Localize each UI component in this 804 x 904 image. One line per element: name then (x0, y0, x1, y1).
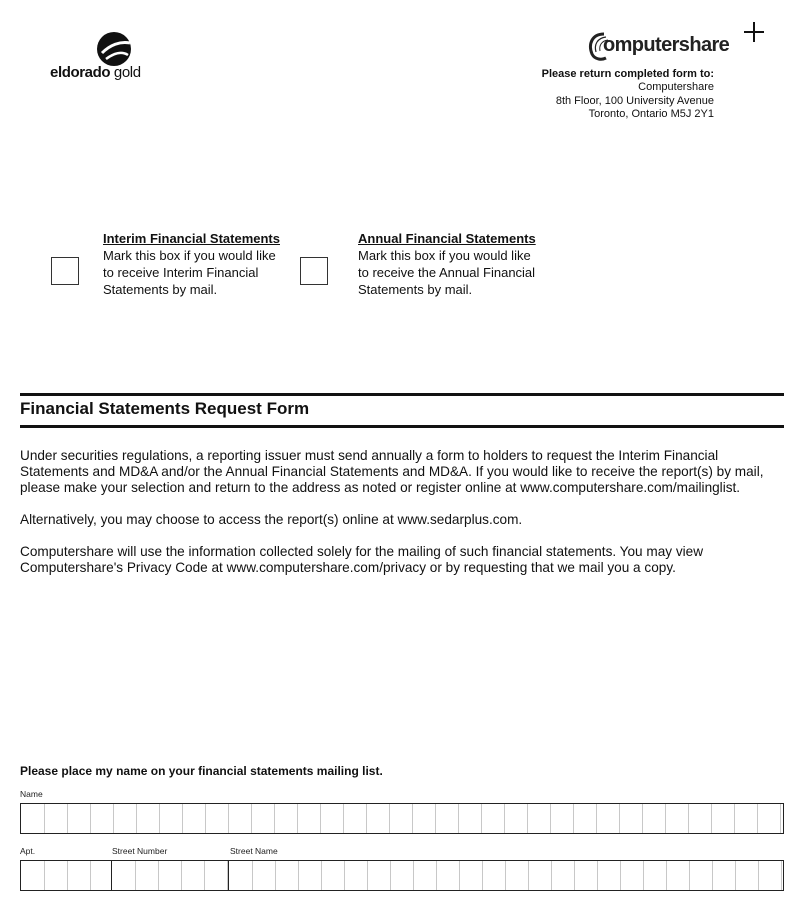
title-rule-top (20, 393, 784, 396)
street-number-label: Street Number (112, 846, 168, 856)
street-number-field[interactable] (111, 860, 229, 891)
return-address-line: Toronto, Ontario M5J 2Y1 (588, 108, 714, 121)
interim-statements-option (103, 230, 283, 298)
annual-statements-text: Mark this box if you would like to receive the Annual Financial Statements by mail. (358, 248, 536, 297)
annual-statements-option (358, 230, 538, 298)
computershare-logo: omputershare (586, 30, 726, 62)
privacy-paragraph: Computershare will use the information collected solely for the mailing of such financial statements. You may view Computershare's Privacy Code at www.computershare.com/privacy or by requesting that we mail you a copy. (20, 544, 704, 575)
street-name-label: Street Name (230, 846, 278, 856)
online-access-paragraph: Alternatively, you may choose to access the report(s) online at www.sedarplus.com. (20, 512, 523, 527)
interim-statements-checkbox[interactable] (51, 257, 79, 285)
name-field[interactable] (20, 803, 784, 834)
return-address (454, 68, 714, 122)
annual-statements-checkbox[interactable] (300, 257, 328, 285)
return-address-line: Computershare (638, 81, 714, 94)
interim-statements-text: Mark this box if you would like to receive Interim Financial Statements by mail. (103, 248, 276, 297)
eldorado-gold-logo: eldorado gold (50, 64, 141, 81)
mailing-list-heading: Please place my name on your financial statements mailing list. (20, 764, 383, 778)
name-label: Name (20, 789, 43, 799)
title-rule-bottom (20, 425, 784, 428)
annual-statements-heading: Annual Financial Statements (358, 231, 536, 246)
form-title: Financial Statements Request Form (20, 399, 310, 418)
registration-mark-icon (742, 20, 766, 44)
return-address-lead: Please return completed form to: (541, 68, 714, 80)
apt-field[interactable] (20, 860, 112, 891)
interim-statements-heading: Interim Financial Statements (103, 231, 280, 246)
street-name-field[interactable] (228, 860, 784, 891)
apt-label: Apt. (20, 846, 36, 856)
intro-paragraph: Under securities regulations, a reporting issuer must send annually a form to holders to request the Interim Financial Statements and MD&A and/or the Annual Financial Statements and MD&A. If you would like to receive the report(s) by mail, please make your selection and return to the address as noted or register online at www.computershare.com/mailinglist. (20, 448, 764, 495)
return-address-line: 8th Floor, 100 University Avenue (555, 94, 714, 107)
eldorado-logo-mark-icon (96, 31, 132, 67)
